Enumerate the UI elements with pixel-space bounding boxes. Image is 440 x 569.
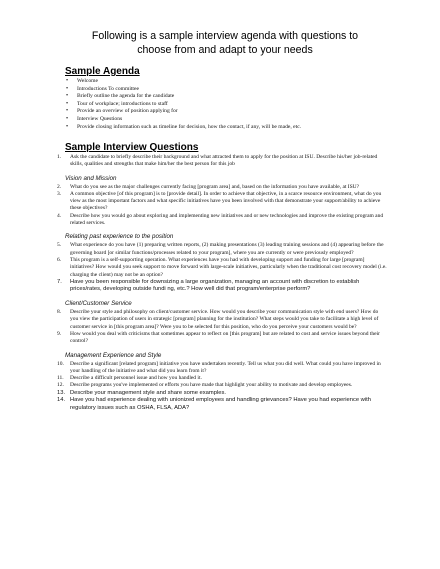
section-subheading: Relating past experience to the position xyxy=(65,233,174,241)
section-subheading: Client/Customer Service xyxy=(65,300,132,308)
question-text: Describe programs you've implemented or efforts you have made that highlight your ability to motivate and develop employees. xyxy=(70,382,353,389)
question-number: 7. xyxy=(57,278,62,285)
question-number: 14. xyxy=(57,397,66,404)
page-title xyxy=(40,29,410,57)
question-item xyxy=(57,279,387,294)
question-number: 11. xyxy=(57,375,64,382)
questions-heading: Sample Interview Questions xyxy=(65,142,199,153)
agenda-item: • Interview Questions xyxy=(66,116,301,124)
question-item xyxy=(57,191,387,213)
question-text: Describe a difficult personnel issue and how you handled it. xyxy=(70,375,202,382)
question-text: What do you see as the major challenges currently facing [program area] and, based on the information you have available, at ISU? xyxy=(70,183,360,190)
question-number: 5. xyxy=(57,242,62,249)
agenda-list xyxy=(66,78,301,131)
question-text: Describe a significant [related program] initiative you have undertaken recently. Tell us what you did well. What could you have improved in your handling of the initiative and what did you learn from it? xyxy=(70,360,381,374)
question-item xyxy=(57,361,387,376)
question-item xyxy=(57,331,387,346)
question-item xyxy=(57,257,387,279)
question-text: How would you deal with criticisms that sometimes appear to reflect on [this program] but are related to cost and service issues beyond their control? xyxy=(70,330,380,345)
question-number: 10. xyxy=(57,360,64,367)
agenda-item: • Provide closing information such as timeline for decision, how the contact, if any, will be made, etc. xyxy=(66,124,301,132)
question-text: Describe your style and philosophy on client/customer service. How would you describe your communication style with end users? How do you view the participation of users in strategic [program] planning for the institution? What steps would you take to facilitate a high level of customer service in [this program area]? Were you to be selected for this position, who do you perceive your customers would be? xyxy=(70,309,379,330)
question-number: 8. xyxy=(57,309,62,316)
question-item xyxy=(57,242,387,257)
agenda-item: • Introductions To committee xyxy=(66,86,301,94)
question-text: Ask the candidate to briefly describe their background and what attracted them to apply for the position at ISU. Describe his/her job-related skills, qualities and strengths that make him/her the best person for this job xyxy=(70,154,378,168)
question-item xyxy=(57,309,387,331)
agenda-item: • Provide an overview of position applying for xyxy=(66,108,301,116)
question-number: 6. xyxy=(57,256,62,263)
question-item xyxy=(57,213,387,228)
question-text: A common objective [of this program] is to [provide detail]. In order to achieve that objective, in a scarce resource environment, what do you view as the most important factors and what specific initiatives have you been involved with that demonstrate your support/ability to achieve these objectives? xyxy=(70,190,382,212)
question-text: Describe your management style and share some examples. xyxy=(70,389,226,396)
question-number: 1. xyxy=(57,154,62,160)
agenda-item: • Briefly outline the agenda for the candidate xyxy=(66,93,301,101)
question-item xyxy=(57,184,387,191)
section-subheading: Management Experience and Style xyxy=(65,351,162,359)
agenda-item: • Tour of workplace; introductions to staff xyxy=(66,101,301,109)
agenda-heading: Sample Agenda xyxy=(65,66,140,77)
question-item xyxy=(57,382,387,389)
agenda-item: • Welcome xyxy=(66,78,301,86)
question-text: Have you been responsible for downsizing a large organization, managing an account with discretion to establish prices/rates, developing outside fundi ng, etc.? How well did that program/enterprise perform? xyxy=(70,278,360,293)
questions-list xyxy=(57,154,387,413)
question-number: 13. xyxy=(57,389,66,396)
question-text: Describe how you would go about exploring and implementing new initiatives and or new technologies and improve the existing program and related services. xyxy=(70,212,384,227)
question-text: Have you had experience dealing with unionized employees and handling grievances? Have you had experience with regulatory issues such as OSHA, FLSA, ADA? xyxy=(70,397,371,411)
question-item xyxy=(57,397,387,412)
question-text: What experience do you have (1) preparing written reports, (2) making presentations (3) leading training sessions and (4) appearing before the governing board [or similar functions/processes related to your program], where you are currently or were previously employed? xyxy=(70,242,384,256)
question-number: 4. xyxy=(57,212,62,219)
question-number: 12. xyxy=(57,382,64,389)
question-number: 9. xyxy=(57,330,62,337)
question-text: This program is a self-supporting operation. What experiences have you had with developing support and funding for large [program] initiatives? How would you seek support to move forward with large-scale initiatives, particularly when the traditional cost recovery model (i.e. charging the client) may not be an option? xyxy=(70,256,387,278)
question-number: 2. xyxy=(57,183,62,190)
question-item xyxy=(57,390,387,398)
title-line-2: choose from and adapt to your needs xyxy=(137,44,313,56)
section-subheading: Vision and Mission xyxy=(65,174,117,182)
question-item xyxy=(57,154,387,169)
title-line-1: Following is a sample interview agenda with questions to xyxy=(91,30,359,42)
question-number: 3. xyxy=(57,190,62,197)
